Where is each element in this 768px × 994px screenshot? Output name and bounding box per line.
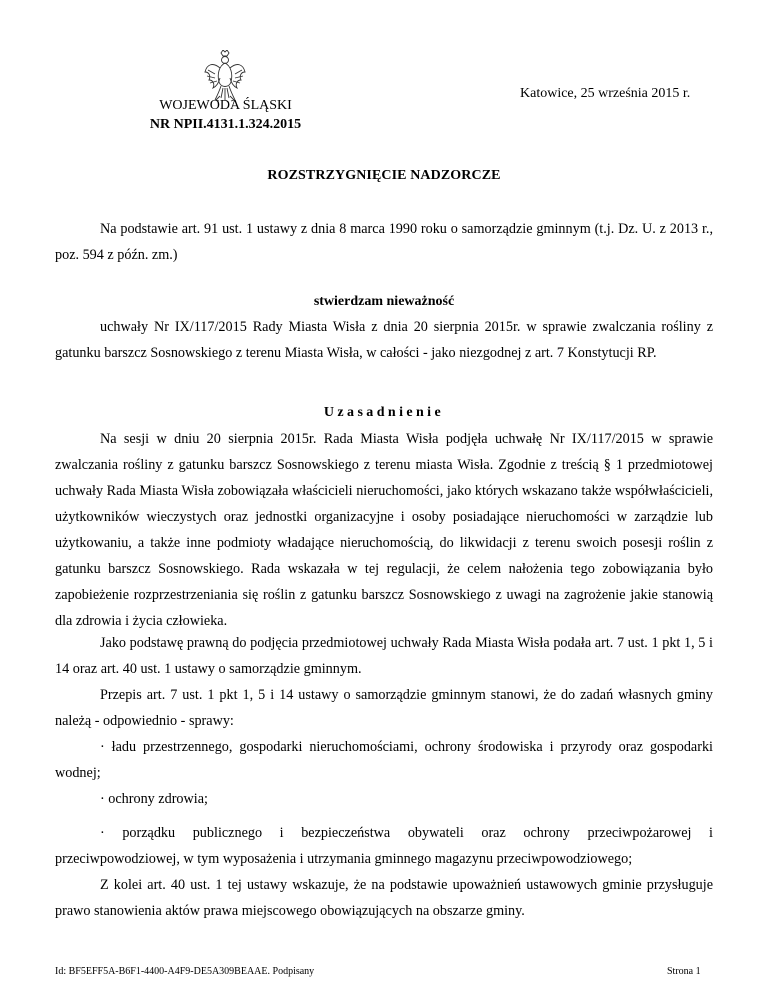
list-item-spatial-order: · ładu przestrzennego, gospodarki nieruchomościami, ochrony środowiska i przyrody oraz gospodarki wodnej; [55, 739, 713, 781]
decision-heading: stwierdzam nieważność [313, 294, 455, 309]
justification-paragraph-4: Z kolei art. 40 ust. 1 tej ustawy wskazuje, że na podstawie upoważnień ustawowych gminie przysługuje prawo stanowienia aktów prawa miejscowego obowiązujących na obszarze gminy. [55, 877, 713, 919]
justification-paragraph-2: Jako podstawę prawną do podjęcia przedmiotowej uchwały Rada Miasta Wisła podała art. 7 ust. 1 pkt 1, 5 i 14 oraz art. 40 ust. 1 ustawy o samorządzie gminnym. [55, 635, 713, 677]
list-item-public-order: · porządku publicznego i bezpieczeństwa obywateli oraz ochrony przeciwpożarowej i przeciwpowodziowej, w tym wyposażenia i utrzymania gminnego magazynu przeciwpowodziowego; [55, 825, 713, 867]
justification-heading: Uzasadnienie [323, 405, 445, 420]
justification-paragraph-3: Przepis art. 7 ust. 1 pkt 1, 5 i 14 ustawy o samorządzie gminnym stanowi, że do zadań własnych gminy należą - odpowiednio - sprawy: [55, 687, 713, 729]
place-and-date: Katowice, 25 września 2015 r. [520, 86, 691, 101]
justification-paragraph-1: Na sesji w dniu 20 sierpnia 2015r. Rada Miasta Wisła podjęła uchwałę Nr IX/117/2015 w sprawie zwalczania rośliny z gatunku barszcz Sosnowskiego z terenu miasta Wisła. Zgodnie z treścią § 1 przedmiotowej uchwały Rada Miasta Wisła zobowiązała właścicieli nieruchomości, jako których wskazano także współwłaścicieli, użytkowników wieczystych oraz jednostki organizacyjne i osoby posiadające nieruchomości w zarządzie lub użytkowaniu, a także inne podmioty władające nieruchomością, do likwidacji z terenu swoich posesji roślin z gatunku barszcz Sosnowskiego. Rada wskazała w tej regulacji, że celem nałożenia tego zobowiązania było zapobieżenie rozprzestrzeniania się roślin z gatunku barszcz Sosnowskiego z uwagi na zagrożenie jakie stanowią dla zdrowia i życia człowieka. [55, 431, 713, 629]
list-item-health: · ochrony zdrowia; [100, 791, 208, 807]
case-number: NR NPII.4131.1.324.2015 [149, 117, 302, 132]
document-id-footer: Id: BF5EFF5A-B6F1-4400-A4F9-DE5A309BEAAE. Podpisany [55, 966, 315, 977]
issuer-name: WOJEWODA ŚLĄSKI [159, 98, 292, 113]
issuer-block [138, 96, 313, 134]
polish-eagle-emblem-icon [203, 50, 247, 102]
page-number: Strona 1 [667, 966, 701, 977]
document-title: ROZSTRZYGNIĘCIE NADZORCZE [267, 168, 501, 183]
decision-text: uchwały Nr IX/117/2015 Rady Miasta Wisła z dnia 20 sierpnia 2015r. w sprawie zwalczania rośliny z gatunku barszcz Sosnowskiego z terenu Miasta Wisła, w całości - jako niezgodnej z art. 7 Konstytucji RP. [55, 319, 713, 361]
legal-basis: Na podstawie art. 91 ust. 1 ustawy z dnia 8 marca 1990 roku o samorządzie gminnym (t.j. Dz. U. z 2013 r., poz. 594 z późn. zm.) [55, 221, 713, 263]
